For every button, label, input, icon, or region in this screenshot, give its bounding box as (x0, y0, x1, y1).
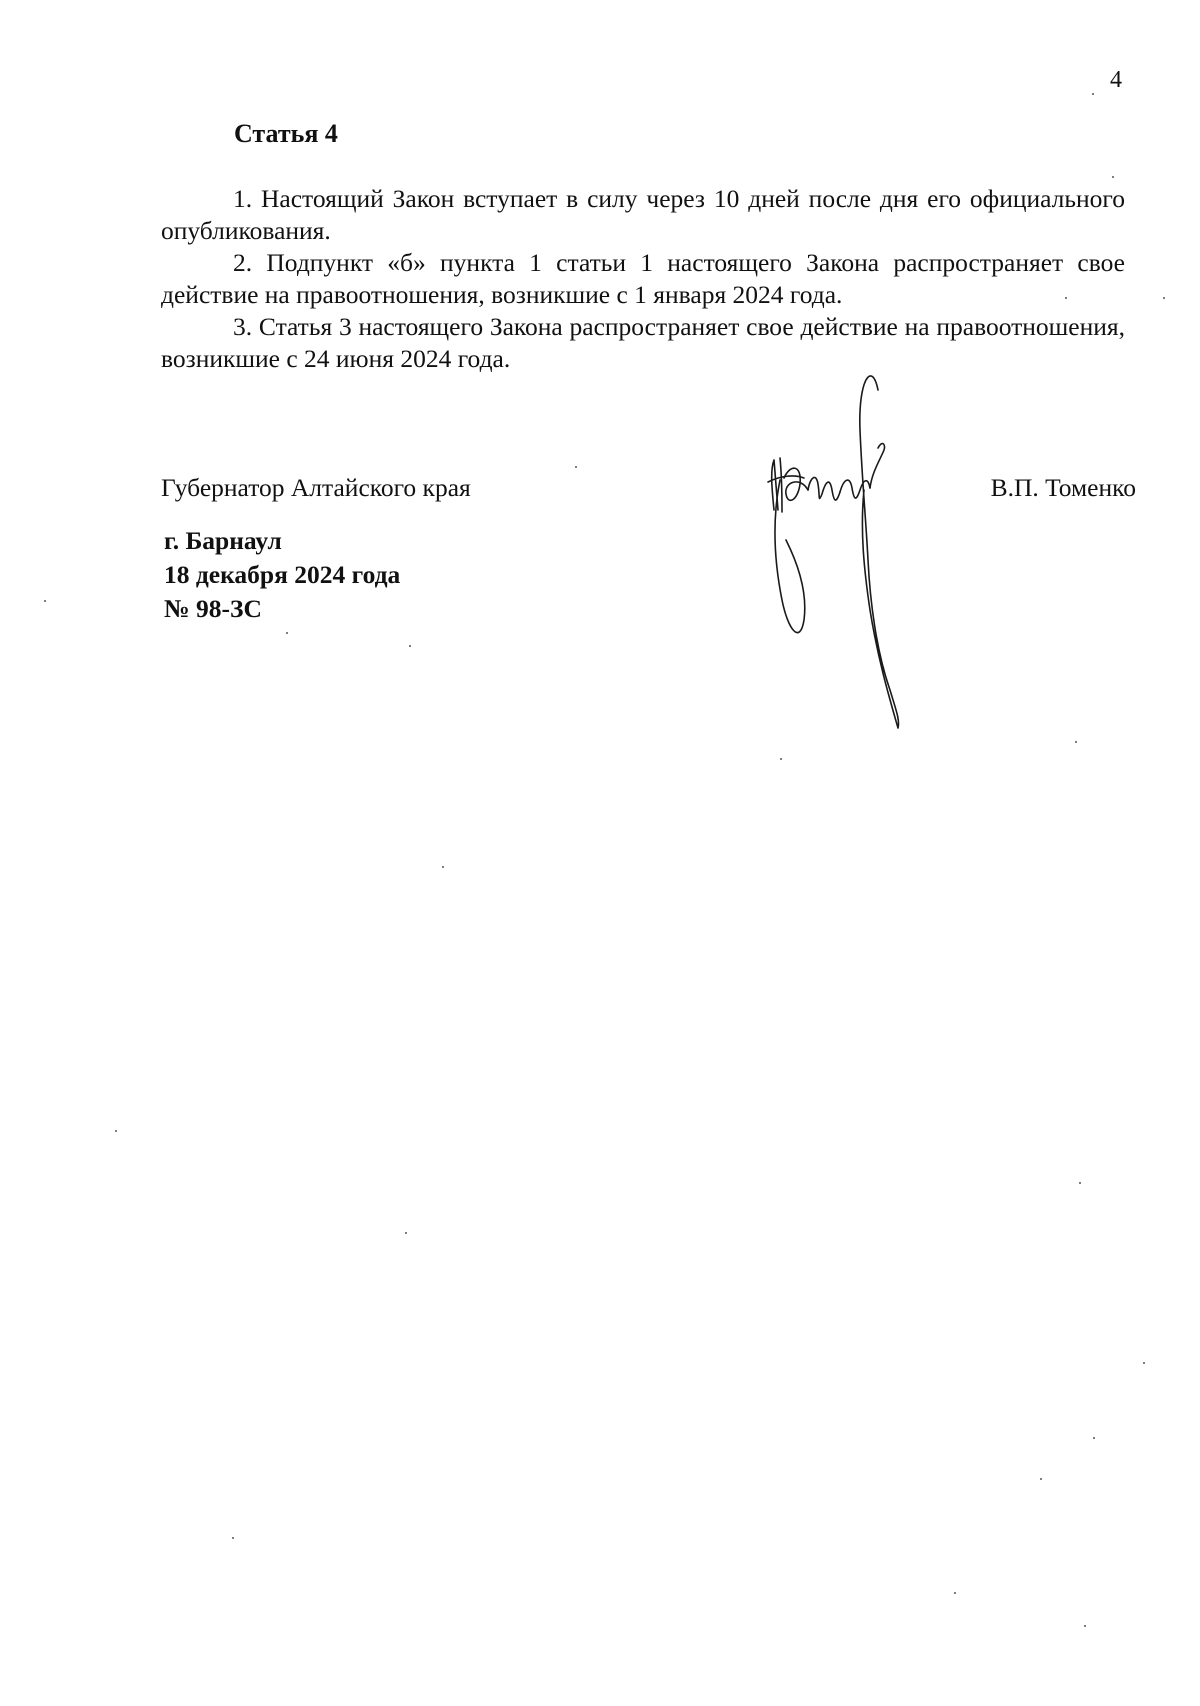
scan-speck (232, 1537, 234, 1539)
governor-name: В.П. Томенко (990, 473, 1136, 502)
scan-speck (286, 632, 288, 634)
scan-speck (1084, 1625, 1086, 1627)
scan-speck (115, 1130, 117, 1132)
city: г. Барнаул (164, 526, 282, 555)
scan-speck (442, 866, 444, 868)
scan-speck (954, 1592, 956, 1594)
scan-speck (1092, 93, 1094, 95)
scan-speck (1093, 1437, 1095, 1439)
scan-speck (1143, 1362, 1145, 1364)
date: 18 декабря 2024 года (164, 560, 401, 589)
signature-row (161, 472, 1136, 506)
scan-speck (1075, 741, 1077, 743)
scan-speck (44, 600, 46, 602)
scan-speck (575, 466, 577, 468)
paragraph-2: 2. Подпункт «б» пункта 1 статьи 1 настоящего Закона распространяет свое действие на правоотношения, возникшие с 1 января 2024 года. (161, 248, 1125, 309)
scan-speck (780, 758, 782, 760)
scan-speck (1112, 176, 1114, 178)
article-body (161, 183, 1125, 375)
paragraph-1: 1. Настоящий Закон вступает в силу через 10 дней после дня его официального опубликования. (161, 184, 1125, 245)
scan-speck (1079, 1182, 1081, 1184)
place-and-date (164, 524, 400, 626)
document-number: № 98-ЗС (164, 594, 262, 623)
scan-speck (1163, 297, 1165, 299)
handwritten-signature-icon (760, 360, 940, 740)
scan-speck (409, 645, 411, 647)
paragraph-3: 3. Статья 3 настоящего Закона распространяет свое действие на правоотношения, возникшие с 24 июня 2024 года. (161, 312, 1125, 373)
scan-speck (405, 1232, 407, 1234)
governor-title: Губернатор Алтайского края (161, 473, 471, 502)
article-title: Статья 4 (234, 119, 338, 148)
scan-speck (1065, 297, 1067, 299)
page-number: 4 (1110, 67, 1122, 93)
scan-speck (1040, 1478, 1042, 1480)
